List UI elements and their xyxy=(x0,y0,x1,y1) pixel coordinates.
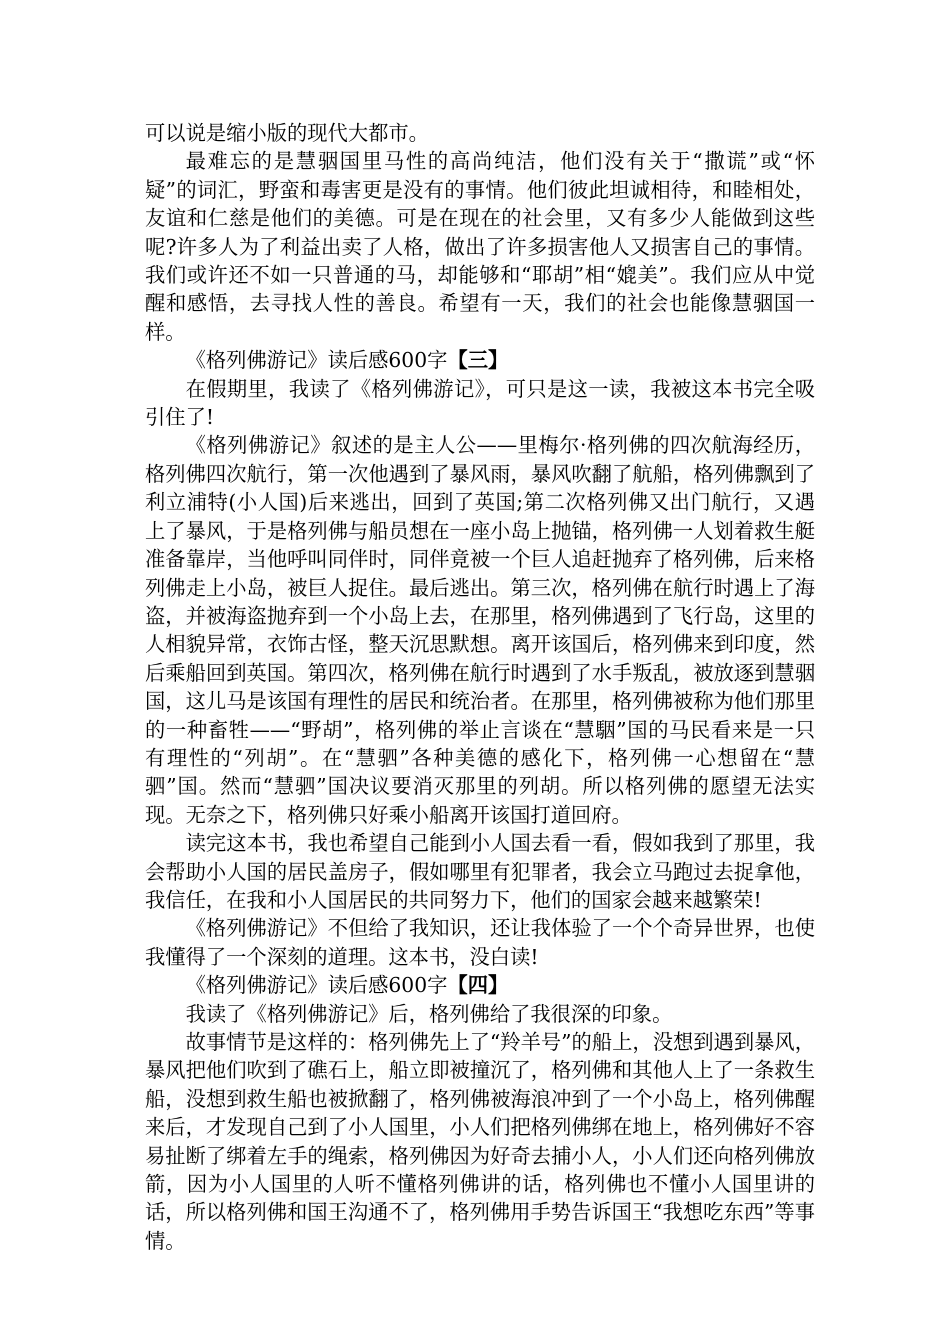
paragraph-story-plot: 故事情节是这样的：格列佛先上了“羚羊号”的船上，没想到遇到暴风，暴风把他们吹到了礁石上，船立即被撞沉了，格列佛和其他人上了一条救生船，没想到救生船也被掀翻了，格列佛被海浪冲到了一个小岛上，格列佛醒来后，才发现自己到了小人国里，小人们把格列佛绑在地上，格列佛好不容易扯断了绑着左手的绳索，格列佛因为好奇去捕小人，小人们还向格列佛放箭，因为小人国里的人听不懂格列佛讲的话，格列佛也不懂小人国里讲的话，所以格列佛和国王沟通不了，格列佛用手势告诉国王“我想吃东西”等事情。 xyxy=(145,1030,815,1253)
paragraph-four-voyages: 《格列佛游记》叙述的是主人公——里梅尔·格列佛的四次航海经历，格列佛四次航行，第一次他遇到了暴风雨，暴风吹翻了航船，格列佛飘到了利立浦特(小人国)后来逃出，回到了英国;第二次格列佛又出门航行，又遇上了暴风，于是格列佛与船员想在一座小岛上抛锚，格列佛一人划着救生艇准备靠岸，当他呼叫同伴时，同伴竟被一个巨人追赶抛弃了格列佛，后来格列佛走上小岛，被巨人捉住。最后逃出。第三次，格列佛在航行时遇上了海盗，并被海盗抛弃到一个小岛上去，在那里，格列佛遇到了飞行岛，这里的人相貌异常，衣饰古怪，整天沉思默想。离开该国后，格列佛来到印度，然后乘船回到英国。第四次，格列佛在航行时遇到了水手叛乱，被放逐到慧骃国，这儿马是该国有理性的居民和统治者。在那里，格列佛被称为他们那里的一种畜牲——“野胡”，格列佛的举止言谈在“慧駰”国的马民看来是一只有理性的“列胡”。在“慧驷”各种美德的感化下，格列佛一心想留在“慧驷”国。然而“慧驷”国决议要消灭那里的列胡。所以格列佛的愿望无法实现。无奈之下，格列佛只好乘小船离开该国打道回府。 xyxy=(145,433,815,827)
paragraph-wish-lilliput: 读完这本书，我也希望自己能到小人国去看一看，假如我到了那里，我会帮助小人国的居民盖房子，假如哪里有犯罪者，我会立马跑过去捉拿他，我信任，在我和小人国居民的共同努力下，他们的国家会越来越繁荣! xyxy=(145,831,815,912)
section-title-text: 《格列佛游记》读后感600字 xyxy=(185,348,448,373)
paragraph-continuation: 可以说是缩小版的现代大都市。 xyxy=(145,121,429,145)
section-title-four xyxy=(145,971,815,999)
paragraph-book-value: 《格列佛游记》不但给了我知识，还让我体验了一个个奇异世界，也使我懂得了一个深刻的道理。这本书，没白读! xyxy=(145,916,815,969)
paragraph-horse-virtues: 最难忘的是慧骃国里马性的高尚纯洁，他们没有关于“撒谎”或“怀疑”的词汇，野蛮和毒害更是没有的事情。他们彼此坦诚相待，和睦相处，友谊和仁慈是他们的美德。可是在现在的社会里，又有多少人能做到这些呢?许多人为了利益出卖了人格，做出了许多损害他人又损害自己的事情。我们或许还不如一只普通的马，却能够和“耶胡”相“媲美”。我们应从中觉醒和感悟，去寻找人性的善良。希望有一天，我们的社会也能像慧骃国一样。 xyxy=(145,149,815,344)
section-title-bracket: 【四】 xyxy=(447,973,509,998)
paragraph-impression: 我读了《格列佛游记》后，格列佛给了我很深的印象。 xyxy=(185,1001,673,1026)
section-title-text: 《格列佛游记》读后感600字 xyxy=(185,973,448,998)
section-title-three xyxy=(145,346,815,374)
document-body xyxy=(145,119,815,1255)
paragraph-holiday-reading: 在假期里，我读了《格列佛游记》，可只是这一读，我被这本书完全吸引住了! xyxy=(145,376,815,430)
section-title-bracket: 【三】 xyxy=(447,348,509,373)
